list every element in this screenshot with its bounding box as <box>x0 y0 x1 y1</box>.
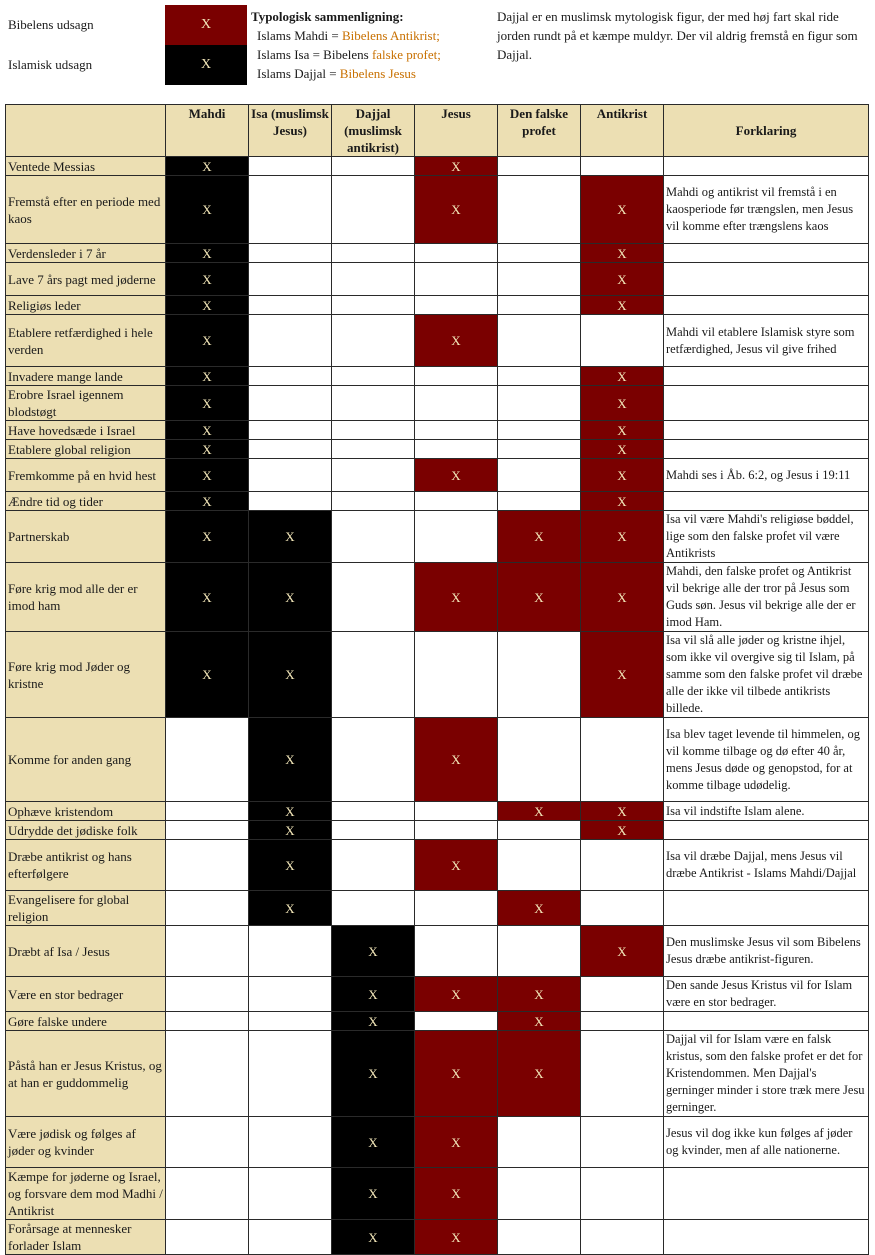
legend-islam-label: Islamisk udsagn <box>8 57 93 72</box>
empty-cell <box>498 1220 581 1255</box>
empty-cell <box>249 459 332 492</box>
mark-cell: X <box>415 1031 498 1117</box>
empty-cell <box>415 802 498 821</box>
row-label: Dræbe antikrist og hans efterfølgere <box>6 840 166 891</box>
row-label: Erobre Israel igennem blodstøgt <box>6 386 166 421</box>
mark-cell: X <box>249 891 332 926</box>
empty-cell <box>332 244 415 263</box>
mark-cell: X <box>415 718 498 802</box>
row-explanation <box>664 244 869 263</box>
row-explanation <box>664 1168 869 1220</box>
mark-cell: X <box>166 367 249 386</box>
empty-cell <box>332 802 415 821</box>
empty-cell <box>498 821 581 840</box>
empty-cell <box>415 632 498 718</box>
legend-islam-swatch: X <box>165 45 247 85</box>
empty-cell <box>332 821 415 840</box>
table-row <box>6 802 869 821</box>
empty-cell <box>249 244 332 263</box>
empty-cell <box>581 891 664 926</box>
empty-cell <box>332 440 415 459</box>
row-explanation: Isa vil indstifte Islam alene. <box>664 802 869 821</box>
row-label: Gøre falske undere <box>6 1012 166 1031</box>
mark-cell: X <box>166 421 249 440</box>
mark-cell: X <box>581 296 664 315</box>
mark-cell: X <box>581 386 664 421</box>
table-row <box>6 176 869 244</box>
mark-cell: X <box>166 492 249 511</box>
mark-cell: X <box>332 926 415 977</box>
mark-cell: X <box>498 511 581 563</box>
mark-cell: X <box>581 632 664 718</box>
mark-cell: X <box>498 563 581 632</box>
empty-cell <box>249 1012 332 1031</box>
empty-cell <box>332 176 415 244</box>
empty-cell <box>415 926 498 977</box>
empty-cell <box>581 840 664 891</box>
mark-cell: X <box>166 157 249 176</box>
table-row <box>6 1031 869 1117</box>
row-label: Komme for anden gang <box>6 718 166 802</box>
row-explanation <box>664 296 869 315</box>
comparison-table <box>5 104 869 1255</box>
empty-cell <box>249 176 332 244</box>
empty-cell <box>498 840 581 891</box>
typology-line-left: Islams Dajjal = <box>257 66 340 81</box>
empty-cell <box>415 367 498 386</box>
mark-cell: X <box>415 563 498 632</box>
row-label: Etablere retfærdighed i hele verden <box>6 315 166 367</box>
empty-cell <box>249 1168 332 1220</box>
typology-line-right: Bibelens Antikrist; <box>341 28 440 43</box>
empty-cell <box>415 296 498 315</box>
mark-cell: X <box>415 157 498 176</box>
table-row <box>6 840 869 891</box>
mark-cell: X <box>415 176 498 244</box>
table-row <box>6 977 869 1012</box>
row-explanation: Den muslimske Jesus vil som Bibelens Jesus dræbe antikrist-figuren. <box>664 926 869 977</box>
empty-cell <box>415 440 498 459</box>
empty-cell <box>249 1117 332 1168</box>
empty-cell <box>249 315 332 367</box>
row-explanation <box>664 821 869 840</box>
mark-cell: X <box>249 821 332 840</box>
empty-cell <box>166 1031 249 1117</box>
mark-cell: X <box>415 459 498 492</box>
empty-cell <box>249 492 332 511</box>
empty-cell <box>166 718 249 802</box>
row-label: Fremkomme på en hvid hest <box>6 459 166 492</box>
row-explanation <box>664 367 869 386</box>
row-label: Føre krig mod alle der er imod ham <box>6 563 166 632</box>
empty-cell <box>332 632 415 718</box>
empty-cell <box>415 821 498 840</box>
empty-cell <box>415 492 498 511</box>
empty-cell <box>332 492 415 511</box>
row-label: Etablere global religion <box>6 440 166 459</box>
empty-cell <box>581 1012 664 1031</box>
typology-line <box>251 26 441 45</box>
row-explanation: Isa blev taget levende til himmelen, og vil komme tilbage og dø efter 40 år, mens Jesus døde og genopstod, for at komme tilbage udødelig. <box>664 718 869 802</box>
row-label: Have hovedsæde i Israel <box>6 421 166 440</box>
mark-cell: X <box>415 1220 498 1255</box>
mark-cell: X <box>581 244 664 263</box>
typology-line-left: Islams Isa = Bibelens <box>257 47 372 62</box>
typology-line-right: falske profet; <box>371 47 441 62</box>
row-explanation <box>664 1012 869 1031</box>
mark-cell: X <box>581 440 664 459</box>
header-row <box>6 105 869 157</box>
empty-cell <box>581 1220 664 1255</box>
empty-cell <box>498 718 581 802</box>
empty-cell <box>249 421 332 440</box>
mark-cell: X <box>581 263 664 296</box>
mark-cell: X <box>249 632 332 718</box>
empty-cell <box>332 459 415 492</box>
empty-cell <box>498 367 581 386</box>
mark-cell: X <box>415 840 498 891</box>
row-explanation <box>664 891 869 926</box>
row-label: Forårsage at mennesker forlader Islam <box>6 1220 166 1255</box>
mark-cell: X <box>415 1168 498 1220</box>
row-label: Føre krig mod Jøder og kristne <box>6 632 166 718</box>
mark-cell: X <box>498 1012 581 1031</box>
table-row <box>6 157 869 176</box>
mark-cell: X <box>581 511 664 563</box>
row-explanation: Jesus vil dog ikke kun følges af jøder og kvinder, men af alle nationerne. <box>664 1117 869 1168</box>
mark-cell: X <box>166 263 249 296</box>
mark-cell: X <box>249 840 332 891</box>
table-row <box>6 821 869 840</box>
legend-bible-label: Bibelens udsagn <box>8 17 94 32</box>
empty-cell <box>166 1012 249 1031</box>
row-explanation <box>664 157 869 176</box>
empty-cell <box>415 386 498 421</box>
empty-cell <box>332 157 415 176</box>
mark-cell: X <box>581 421 664 440</box>
empty-cell <box>498 440 581 459</box>
header-column: Jesus <box>415 105 498 157</box>
legend-bible-swatch: X <box>165 5 247 45</box>
empty-cell <box>581 315 664 367</box>
table-row <box>6 1220 869 1255</box>
row-label: Invadere mange lande <box>6 367 166 386</box>
empty-cell <box>332 563 415 632</box>
header-column: Dajjal (muslimsk antikrist) <box>332 105 415 157</box>
empty-cell <box>249 296 332 315</box>
row-explanation: Den sande Jesus Kristus vil for Islam være en stor bedrager. <box>664 977 869 1012</box>
empty-cell <box>415 511 498 563</box>
empty-cell <box>166 1220 249 1255</box>
empty-cell <box>581 1168 664 1220</box>
empty-cell <box>498 176 581 244</box>
table-row <box>6 926 869 977</box>
empty-cell <box>332 296 415 315</box>
empty-cell <box>249 977 332 1012</box>
table-row <box>6 263 869 296</box>
typology-line <box>251 64 441 83</box>
typology-line <box>251 45 441 64</box>
row-label: Lave 7 års pagt med jøderne <box>6 263 166 296</box>
mark-cell: X <box>249 718 332 802</box>
table-row <box>6 1117 869 1168</box>
row-explanation: Isa vil dræbe Dajjal, mens Jesus vil dræbe Antikrist - Islams Mahdi/Dajjal <box>664 840 869 891</box>
empty-cell <box>498 315 581 367</box>
row-explanation: Mahdi vil etablere Islamisk styre som retfærdighed, Jesus vil give frihed <box>664 315 869 367</box>
table-row <box>6 386 869 421</box>
mark-cell: X <box>166 632 249 718</box>
empty-cell <box>249 1220 332 1255</box>
dajjal-note: Dajjal er en muslimsk mytologisk figur, der med høj fart skal ride jorden rundt på et kæmpe muldyr. Der vil aldrig fremstå en figur som Dajjal. <box>497 9 858 62</box>
header-column: Antikrist <box>581 105 664 157</box>
row-explanation <box>664 421 869 440</box>
empty-cell <box>332 511 415 563</box>
header-column: Mahdi <box>166 105 249 157</box>
row-label: Evangelisere for global religion <box>6 891 166 926</box>
empty-cell <box>166 802 249 821</box>
table-body <box>6 157 869 1255</box>
table-row <box>6 632 869 718</box>
table-row <box>6 511 869 563</box>
mark-cell: X <box>332 1168 415 1220</box>
empty-cell <box>415 891 498 926</box>
empty-cell <box>332 718 415 802</box>
mark-cell: X <box>166 440 249 459</box>
empty-cell <box>166 977 249 1012</box>
header-column: Den falske profet <box>498 105 581 157</box>
table-row <box>6 244 869 263</box>
empty-cell <box>498 926 581 977</box>
mark-cell: X <box>332 1220 415 1255</box>
row-label: Være jødisk og følges af jøder og kvinder <box>6 1117 166 1168</box>
empty-cell <box>332 421 415 440</box>
row-explanation: Isa vil slå alle jøder og kristne ihjel, som ikke vil overgive sig til Islam, på samme som den falske profet vil dræbe alle der ikke vil tilbede antikrists billede. <box>664 632 869 718</box>
row-explanation: Dajjal vil for Islam være en falsk kristus, som den falske profet er det for Kristendommen. Men Dajjal's gerninger minder i store træk mere Jesu gerninger. <box>664 1031 869 1117</box>
row-explanation <box>664 386 869 421</box>
header-corner <box>6 105 166 157</box>
empty-cell <box>249 367 332 386</box>
empty-cell <box>166 821 249 840</box>
row-label: Ophæve kristendom <box>6 802 166 821</box>
mark-cell: X <box>498 802 581 821</box>
empty-cell <box>498 1168 581 1220</box>
table-row <box>6 459 869 492</box>
mark-cell: X <box>581 176 664 244</box>
row-label: Påstå han er Jesus Kristus, og at han er guddommelig <box>6 1031 166 1117</box>
empty-cell <box>415 1012 498 1031</box>
mark-cell: X <box>166 296 249 315</box>
mark-cell: X <box>498 1031 581 1117</box>
row-label: Ventede Messias <box>6 157 166 176</box>
empty-cell <box>498 459 581 492</box>
mark-cell: X <box>415 315 498 367</box>
table-row <box>6 1168 869 1220</box>
empty-cell <box>415 421 498 440</box>
empty-cell <box>166 926 249 977</box>
header-forklaring: Forklaring <box>664 105 869 157</box>
empty-cell <box>166 1117 249 1168</box>
empty-cell <box>498 492 581 511</box>
row-label: Verdensleder i 7 år <box>6 244 166 263</box>
mark-cell: X <box>498 977 581 1012</box>
empty-cell <box>166 1168 249 1220</box>
mark-cell: X <box>332 1012 415 1031</box>
row-explanation <box>664 440 869 459</box>
mark-cell: X <box>166 511 249 563</box>
mark-cell: X <box>249 511 332 563</box>
empty-cell <box>249 1031 332 1117</box>
row-explanation <box>664 263 869 296</box>
mark-cell: X <box>332 977 415 1012</box>
empty-cell <box>249 926 332 977</box>
mark-cell: X <box>332 1031 415 1117</box>
typology-title: Typologisk sammenligning: <box>251 9 404 24</box>
row-explanation <box>664 1220 869 1255</box>
empty-cell <box>498 244 581 263</box>
row-explanation: Mahdi og antikrist vil fremstå i en kaosperiode før trængslen, men Jesus vil komme efter trængslens kaos <box>664 176 869 244</box>
empty-cell <box>498 296 581 315</box>
empty-cell <box>249 386 332 421</box>
row-explanation: Isa vil være Mahdi's religiøse bøddel, lige som den falske profet vil være Antikrists <box>664 511 869 563</box>
row-explanation: Mahdi, den falske profet og Antikrist vil bekrige alle der tror på Jesus som Guds søn. Jesus vil bekrige alle der er imod Ham. <box>664 563 869 632</box>
empty-cell <box>581 1031 664 1117</box>
typology-line-right: Bibelens Jesus <box>339 66 416 81</box>
empty-cell <box>249 440 332 459</box>
table-row <box>6 296 869 315</box>
empty-cell <box>498 421 581 440</box>
empty-cell <box>581 1117 664 1168</box>
mark-cell: X <box>581 367 664 386</box>
mark-cell: X <box>166 315 249 367</box>
empty-cell <box>332 315 415 367</box>
empty-cell <box>332 840 415 891</box>
mark-cell: X <box>166 563 249 632</box>
empty-cell <box>415 244 498 263</box>
mark-cell: X <box>166 176 249 244</box>
row-label: Partnerskab <box>6 511 166 563</box>
mark-cell: X <box>249 802 332 821</box>
mark-cell: X <box>415 1117 498 1168</box>
table-row <box>6 891 869 926</box>
empty-cell <box>166 840 249 891</box>
mark-cell: X <box>166 459 249 492</box>
row-label: Fremstå efter en periode med kaos <box>6 176 166 244</box>
empty-cell <box>498 157 581 176</box>
typology-line-left: Islams Mahdi = <box>257 28 342 43</box>
empty-cell <box>498 632 581 718</box>
table-row <box>6 367 869 386</box>
mark-cell: X <box>581 926 664 977</box>
row-label: Dræbt af Isa / Jesus <box>6 926 166 977</box>
mark-cell: X <box>581 802 664 821</box>
empty-cell <box>332 891 415 926</box>
row-label: Være en stor bedrager <box>6 977 166 1012</box>
empty-cell <box>332 367 415 386</box>
empty-cell <box>415 263 498 296</box>
empty-cell <box>249 157 332 176</box>
typology-box <box>251 7 441 83</box>
row-label: Kæmpe for jøderne og Israel, og forsvare dem mod Madhi / Antikrist <box>6 1168 166 1220</box>
row-explanation <box>664 492 869 511</box>
table-row <box>6 315 869 367</box>
mark-cell: X <box>415 977 498 1012</box>
table-row <box>6 421 869 440</box>
row-label: Udrydde det jødiske folk <box>6 821 166 840</box>
table-row <box>6 718 869 802</box>
row-label: Ændre tid og tider <box>6 492 166 511</box>
mark-cell: X <box>249 563 332 632</box>
empty-cell <box>581 157 664 176</box>
empty-cell <box>581 977 664 1012</box>
mark-cell: X <box>166 386 249 421</box>
empty-cell <box>581 718 664 802</box>
empty-cell <box>332 263 415 296</box>
empty-cell <box>332 386 415 421</box>
empty-cell <box>498 1117 581 1168</box>
mark-cell: X <box>498 891 581 926</box>
mark-cell: X <box>581 821 664 840</box>
header-column: Isa (muslimsk Jesus) <box>249 105 332 157</box>
empty-cell <box>249 263 332 296</box>
empty-cell <box>498 386 581 421</box>
table-row <box>6 492 869 511</box>
mark-cell: X <box>581 459 664 492</box>
empty-cell <box>498 263 581 296</box>
row-explanation: Mahdi ses i Åb. 6:2, og Jesus i 19:11 <box>664 459 869 492</box>
mark-cell: X <box>581 492 664 511</box>
mark-cell: X <box>166 244 249 263</box>
empty-cell <box>166 891 249 926</box>
table-row <box>6 440 869 459</box>
mark-cell: X <box>332 1117 415 1168</box>
mark-cell: X <box>581 563 664 632</box>
table-row <box>6 563 869 632</box>
row-label: Religiøs leder <box>6 296 166 315</box>
table-row <box>6 1012 869 1031</box>
